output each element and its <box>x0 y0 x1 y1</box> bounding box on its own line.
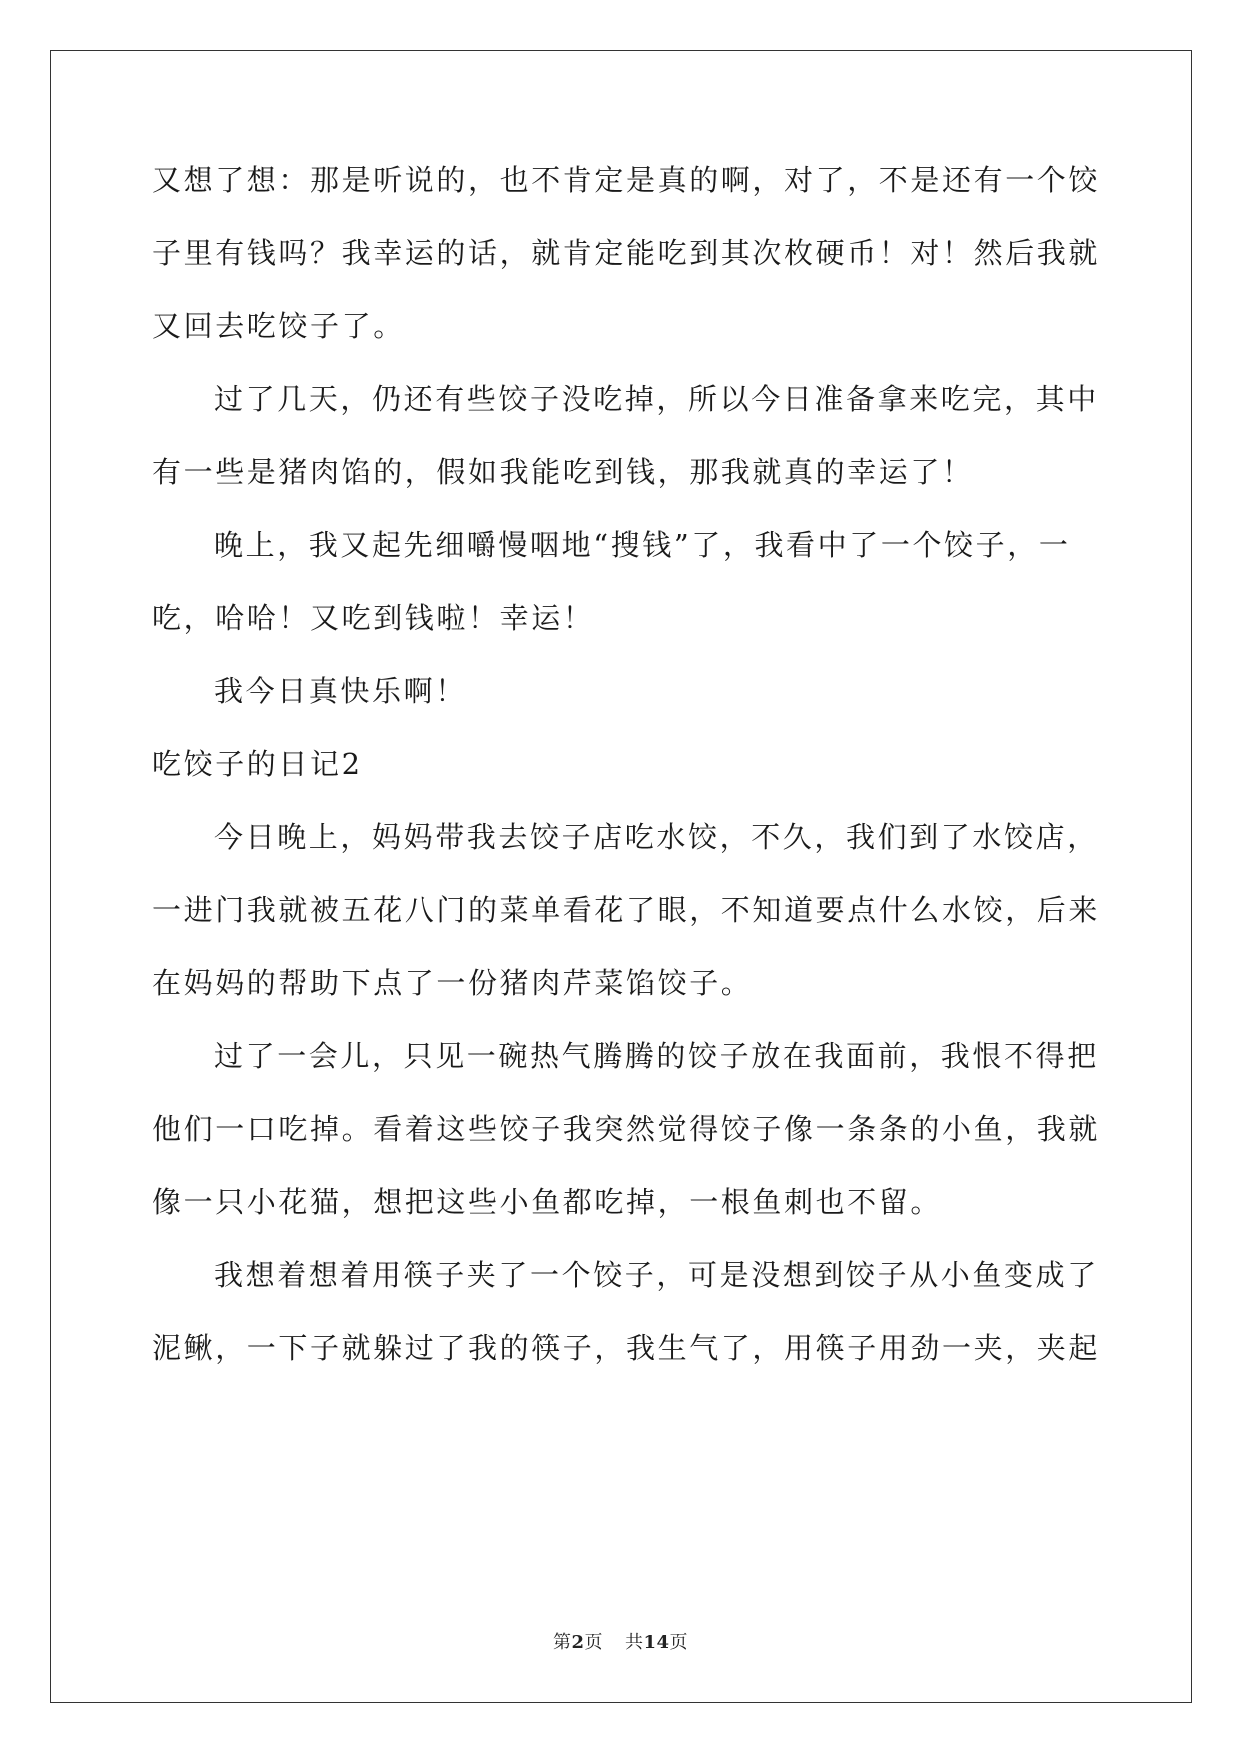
page-footer <box>0 1628 1241 1654</box>
text-line: 又回去吃饺子了。 <box>152 309 405 343</box>
text-line: 在妈妈的帮助下点了一份猪肉芹菜馅饺子。 <box>152 966 753 1000</box>
text-line: 子里有钱吗？我幸运的话，就肯定能吃到其次枚硬币！对！然后我就 <box>152 236 1101 270</box>
text-line: 泥鳅，一下子就躲过了我的筷子，我生气了，用筷子用劲一夹，夹起 <box>152 1331 1101 1365</box>
paragraph-start-line: 我想着想着用筷子夹了一个饺子，可是没想到饺子从小鱼变成了 <box>214 1258 1099 1292</box>
total-suffix: 页 <box>669 1632 689 1653</box>
paragraph-start-line: 我今日真快乐啊！ <box>214 674 467 708</box>
text-line: 有一些是猪肉馅的，假如我能吃到钱，那我就真的幸运了！ <box>152 455 974 489</box>
page-prefix: 第 <box>552 1632 572 1653</box>
total-prefix: 共 <box>624 1632 644 1653</box>
paragraph-start-line: 晚上，我又起先细嚼慢咽地“搜钱”了，我看中了一个饺子，一 <box>214 528 1071 562</box>
text-line: 一进门我就被五花八门的菜单看花了眼，不知道要点什么水饺，后来 <box>152 893 1101 927</box>
text-line: 他们一口吃掉。看着这些饺子我突然觉得饺子像一条条的小鱼，我就 <box>152 1112 1101 1146</box>
page-border <box>50 50 1192 1703</box>
total-pages: 14 <box>643 1632 670 1653</box>
section-heading: 吃饺子的日记2 <box>152 747 363 781</box>
page-suffix: 页 <box>584 1632 603 1653</box>
text-line: 像一只小花猫，想把这些小鱼都吃掉，一根鱼刺也不留。 <box>152 1185 943 1219</box>
paragraph-start-line: 过了几天，仍还有些饺子没吃掉，所以今日准备拿来吃完，其中 <box>214 382 1099 416</box>
text-line: 又想了想：那是听说的，也不肯定是真的啊，对了，不是还有一个饺 <box>152 163 1101 197</box>
page-number: 2 <box>571 1632 585 1653</box>
paragraph-start-line: 过了一会儿，只见一碗热气腾腾的饺子放在我面前，我恨不得把 <box>214 1039 1099 1073</box>
paragraph-start-line: 今日晚上，妈妈带我去饺子店吃水饺，不久，我们到了水饺店， <box>214 820 1099 854</box>
text-line: 吃，哈哈！又吃到钱啦！幸运！ <box>152 601 595 635</box>
